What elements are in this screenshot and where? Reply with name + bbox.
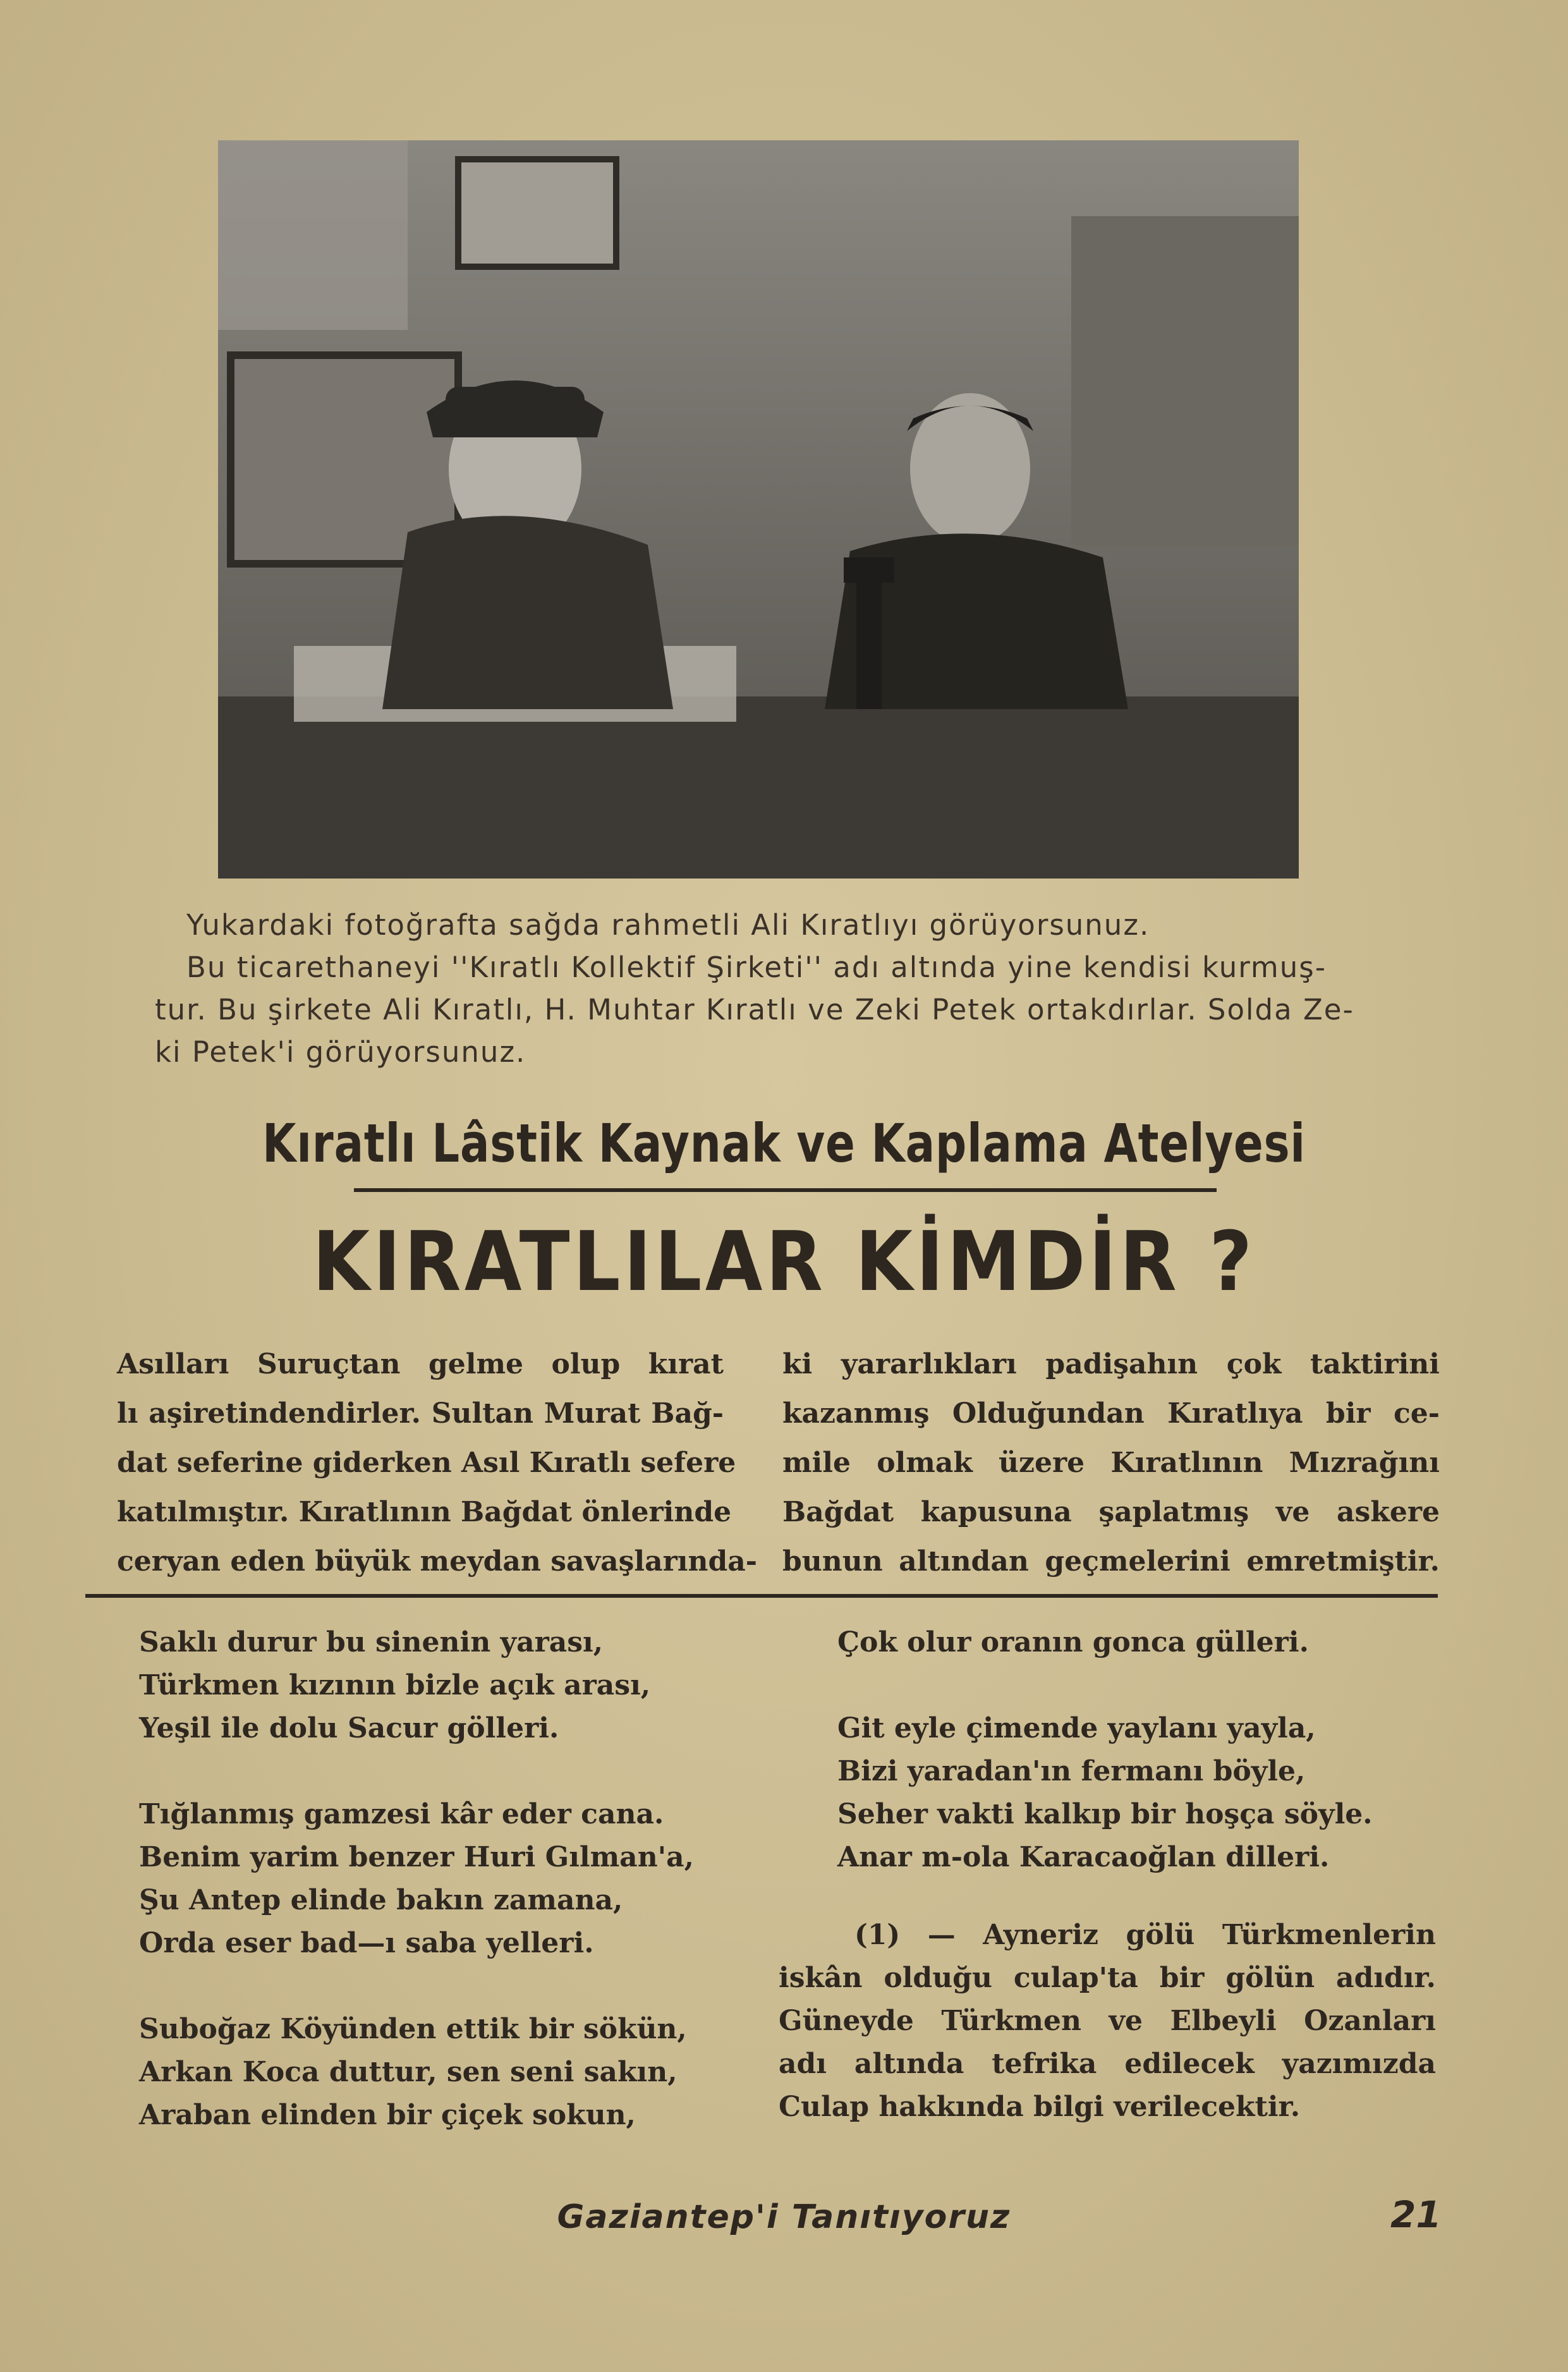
article-line: katılmıştır. Kıratlının Bağdat önlerinde — [117, 1496, 732, 1528]
poem-column-right — [837, 1621, 1373, 1879]
poem-column-left — [139, 1621, 694, 2137]
poem-line: Arkan Koca duttur, sen seni sakın, — [139, 2056, 678, 2088]
article-line: Asılları Suruçtan gelme olup kırat — [117, 1348, 724, 1380]
divider — [85, 1594, 1438, 1598]
poem-line: Saklı durur bu sinenin yarası, — [139, 1626, 604, 1658]
caption-line: ki Petek'i görüyorsunuz. — [155, 1035, 526, 1069]
footnote-line: adı altında tefrika edilecek yazımızda — [779, 2048, 1436, 2080]
poem-line: Çok olur oranın gonca gülleri. — [837, 1626, 1309, 1658]
caption-line: tur. Bu şirkete Ali Kıratlı, H. Muhtar Kıratlı ve Zeki Petek ortakdırlar. Solda Ze- — [155, 993, 1354, 1026]
article-line: mile olmak üzere Kıratlının Mızrağını — [782, 1447, 1440, 1479]
poem-line: Şu Antep elinde bakın zamana, — [139, 1884, 623, 1916]
page-number: 21 — [1390, 2193, 1442, 2236]
article-headline: KIRATLILAR KİMDİR ? — [312, 1213, 1256, 1310]
article-line: dat seferine giderken Asıl Kıratlı sefere — [117, 1447, 736, 1479]
photograph — [218, 140, 1299, 879]
divider — [354, 1188, 1217, 1192]
poem-line: Seher vakti kalkıp bir hoşça söyle. — [837, 1798, 1373, 1830]
footnote-line: Güneyde Türkmen ve Elbeyli Ozanları — [779, 2005, 1436, 2037]
caption-line: Yukardaki fotoğrafta sağda rahmetli Ali Kıratlıyı görüyorsunuz. — [186, 908, 1150, 942]
running-footer: Gaziantep'i Tanıtıyoruz — [557, 2198, 1011, 2236]
article-line: lı aşiretindendirler. Sultan Murat Bağ- — [117, 1397, 724, 1430]
photo-illustration — [218, 140, 1299, 879]
poem-line: Türkmen kızının bizle açık arası, — [139, 1669, 651, 1701]
caption-line: Bu ticarethaneyi ''Kıratlı Kollektif Şirketi'' adı altında yine kendisi kurmuş- — [186, 951, 1327, 984]
article-line: kazanmış Olduğundan Kıratlıya bir ce- — [782, 1397, 1440, 1430]
article-line: bunun altından geçmelerini emretmiştir. — [782, 1545, 1440, 1578]
section-title: Kıratlı Lâstik Kaynak ve Kaplama Atelyesi — [262, 1112, 1306, 1174]
footnote — [779, 1914, 1436, 2129]
photo-caption — [155, 904, 1416, 1073]
footnote-line: iskân olduğu culap'ta bir gölün adıdır. — [779, 1962, 1436, 1994]
poem-line: Orda eser bad—ı saba yelleri. — [139, 1927, 594, 1959]
poem-line: Bizi yaradan'ın fermanı böyle, — [837, 1755, 1306, 1787]
article-column-left — [117, 1340, 758, 1586]
poem-line: Araban elinden bir çiçek sokun, — [139, 2099, 636, 2131]
article-line: Bağdat kapusuna şaplatmış ve askere — [782, 1496, 1440, 1528]
footnote-line: (1) — Ayneriz gölü Türkmenlerin — [854, 1919, 1436, 1951]
poem-line: Suboğaz Köyünden ettik bir sökün, — [139, 2013, 687, 2045]
poem-line: Yeşil ile dolu Sacur gölleri. — [139, 1712, 559, 1744]
poem-line: Anar m-ola Karacaoğlan dilleri. — [837, 1841, 1330, 1873]
article-line: ceryan eden büyük meydan savaşlarında- — [117, 1545, 758, 1578]
poem-line: Tığlanmış gamzesi kâr eder cana. — [139, 1798, 664, 1830]
article-column-right — [782, 1340, 1440, 1586]
article-line: ki yararlıkları padişahın çok taktirini — [782, 1348, 1440, 1380]
poem-line: Git eyle çimende yaylanı yayla, — [837, 1712, 1316, 1744]
footnote-line: Culap hakkında bilgi verilecektir. — [779, 2091, 1301, 2123]
poem-line: Benim yarim benzer Huri Gılman'a, — [139, 1841, 694, 1873]
